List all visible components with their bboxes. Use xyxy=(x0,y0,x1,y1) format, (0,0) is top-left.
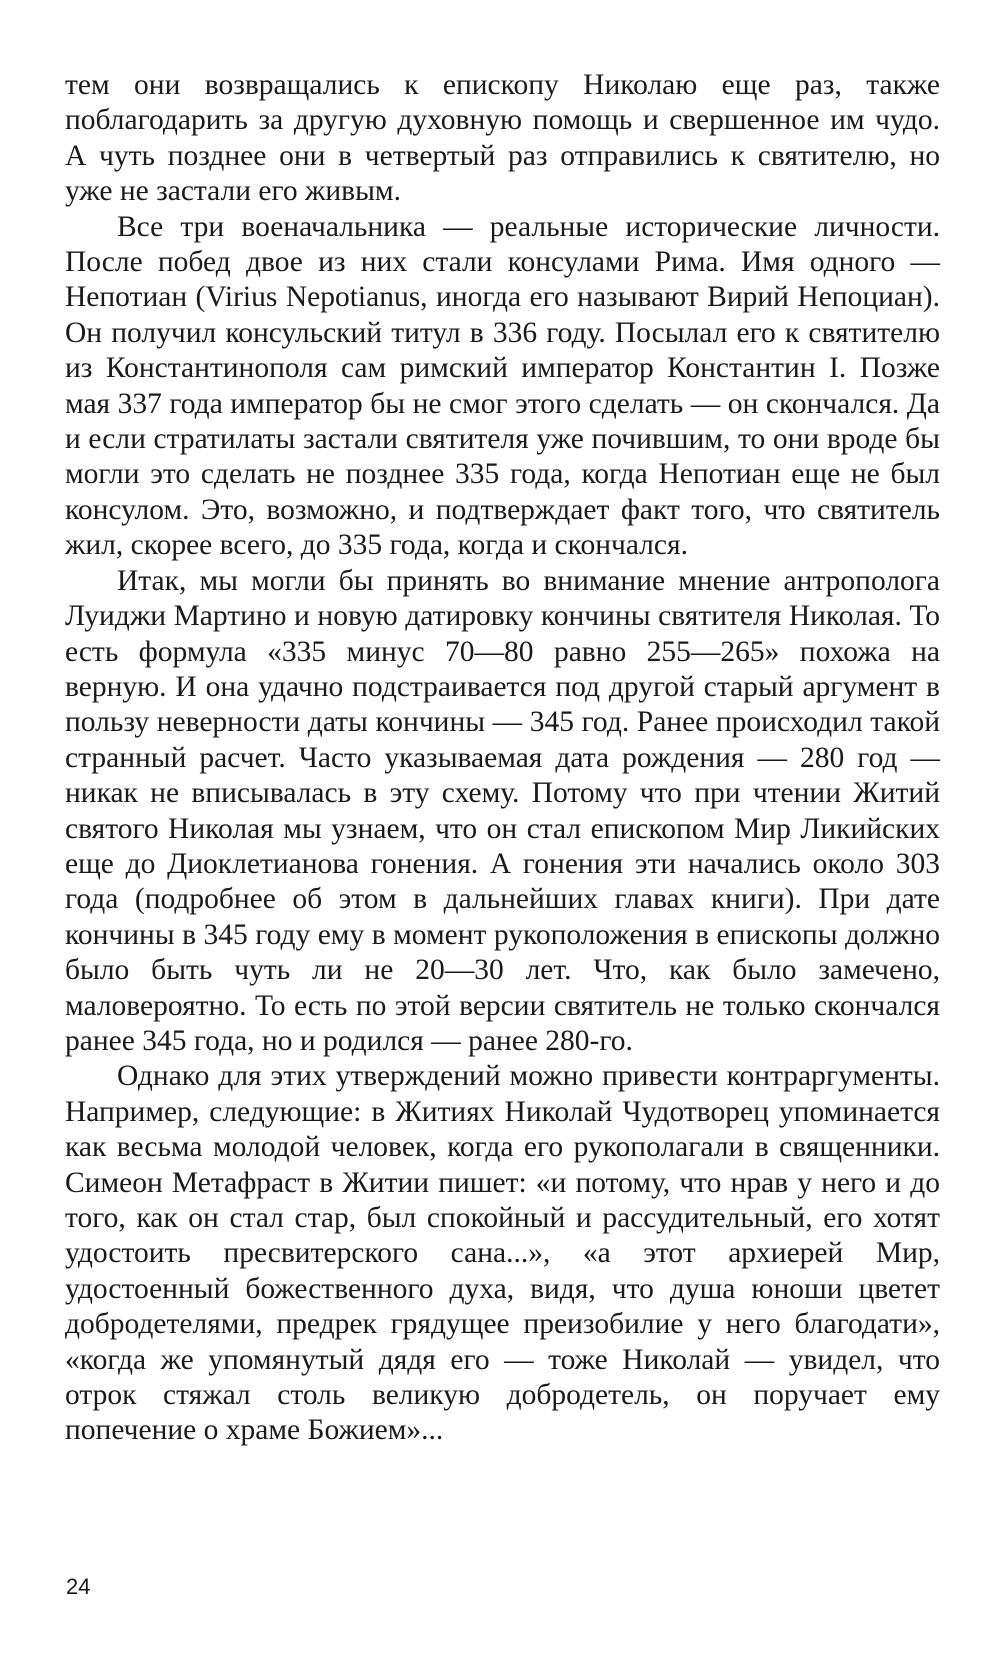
paragraph-dating: Итак, мы могли бы принять во внимание мнение антрополога Луиджи Мартино и новую датировку кончины святителя Николая. То есть формула «335 минус 70—80 равно 255—265» похожа на верную. И она удачно подстраивается под другой старый аргумент в пользу неверности даты кончины — 345 год. Ранее происходил такой странный расчет. Часто указываемая дата рождения — 280 год — никак не вписывалась в эту схему. Потому что при чтении Житий святого Николая мы узнаем, что он стал епископом Мир Ликийских еще до Диоклетианова гонения. А гонения эти начались около 303 года (подробнее об этом в дальнейших главах книги). При дате кончины в 345 году ему в момент рукоположения в епископы должно было быть чуть ли не 20—30 лет. Что, как было замечено, маловероятно. То есть по этой версии святитель не только скончался ранее 345 года, но и родился — ранее 280-го. xyxy=(65,564,940,1057)
paragraph-military-leaders: Все три военачальника — реальные исторические личности. После побед двое из них стали консулами Рима. Имя одного — Непотиан (Virius Nepotianus, иногда его называют Вирий Непоциан). Он получил консульский титул в 336 году. Посылал его к святителю из Константинополя сам римский император Константин I. Позже мая 337 года император бы не смог этого сделать — он скончался. Да и если стратилаты застали святителя уже почившим, то они вроде бы могли это сделать не позднее 335 года, когда Непотиан еще не был консулом. Это, возможно, и подтверждает факт того, что святитель жил, скорее всего, до 335 года, когда и скончался. xyxy=(65,210,940,562)
book-page-text xyxy=(65,68,940,1449)
paragraph-counterarguments: Однако для этих утверждений можно привести контраргументы. Например, следующие: в Житиях Николай Чудотворец упоминается как весьма молодой человек, когда его рукополагали в священники. Симеон Метафраст в Житии пишет: «и потому, что нрав у него и до того, как он стал стар, был спокойный и рассудительный, его хотят удостоить пресвитерского сана...», «а этот архиерей Мир, удостоенный божественного духа, видя, что душа юноши цветет добродетелями, предрек грядущее преизобилие у него благодати», «когда же упомянутый дядя его — тоже Николай — увидел, что отрок стяжал столь великую добродетель, он поручает ему попечение о храме Божием»... xyxy=(65,1060,940,1447)
paragraph-continuation: тем они возвращались к епископу Николаю еще раз, также поблагодарить за другую духовную помощь и свершенное им чудо. А чуть позднее они в четвертый раз отправились к святителю, но уже не застали его живым. xyxy=(65,69,940,208)
page-number: 24 xyxy=(66,1574,91,1599)
